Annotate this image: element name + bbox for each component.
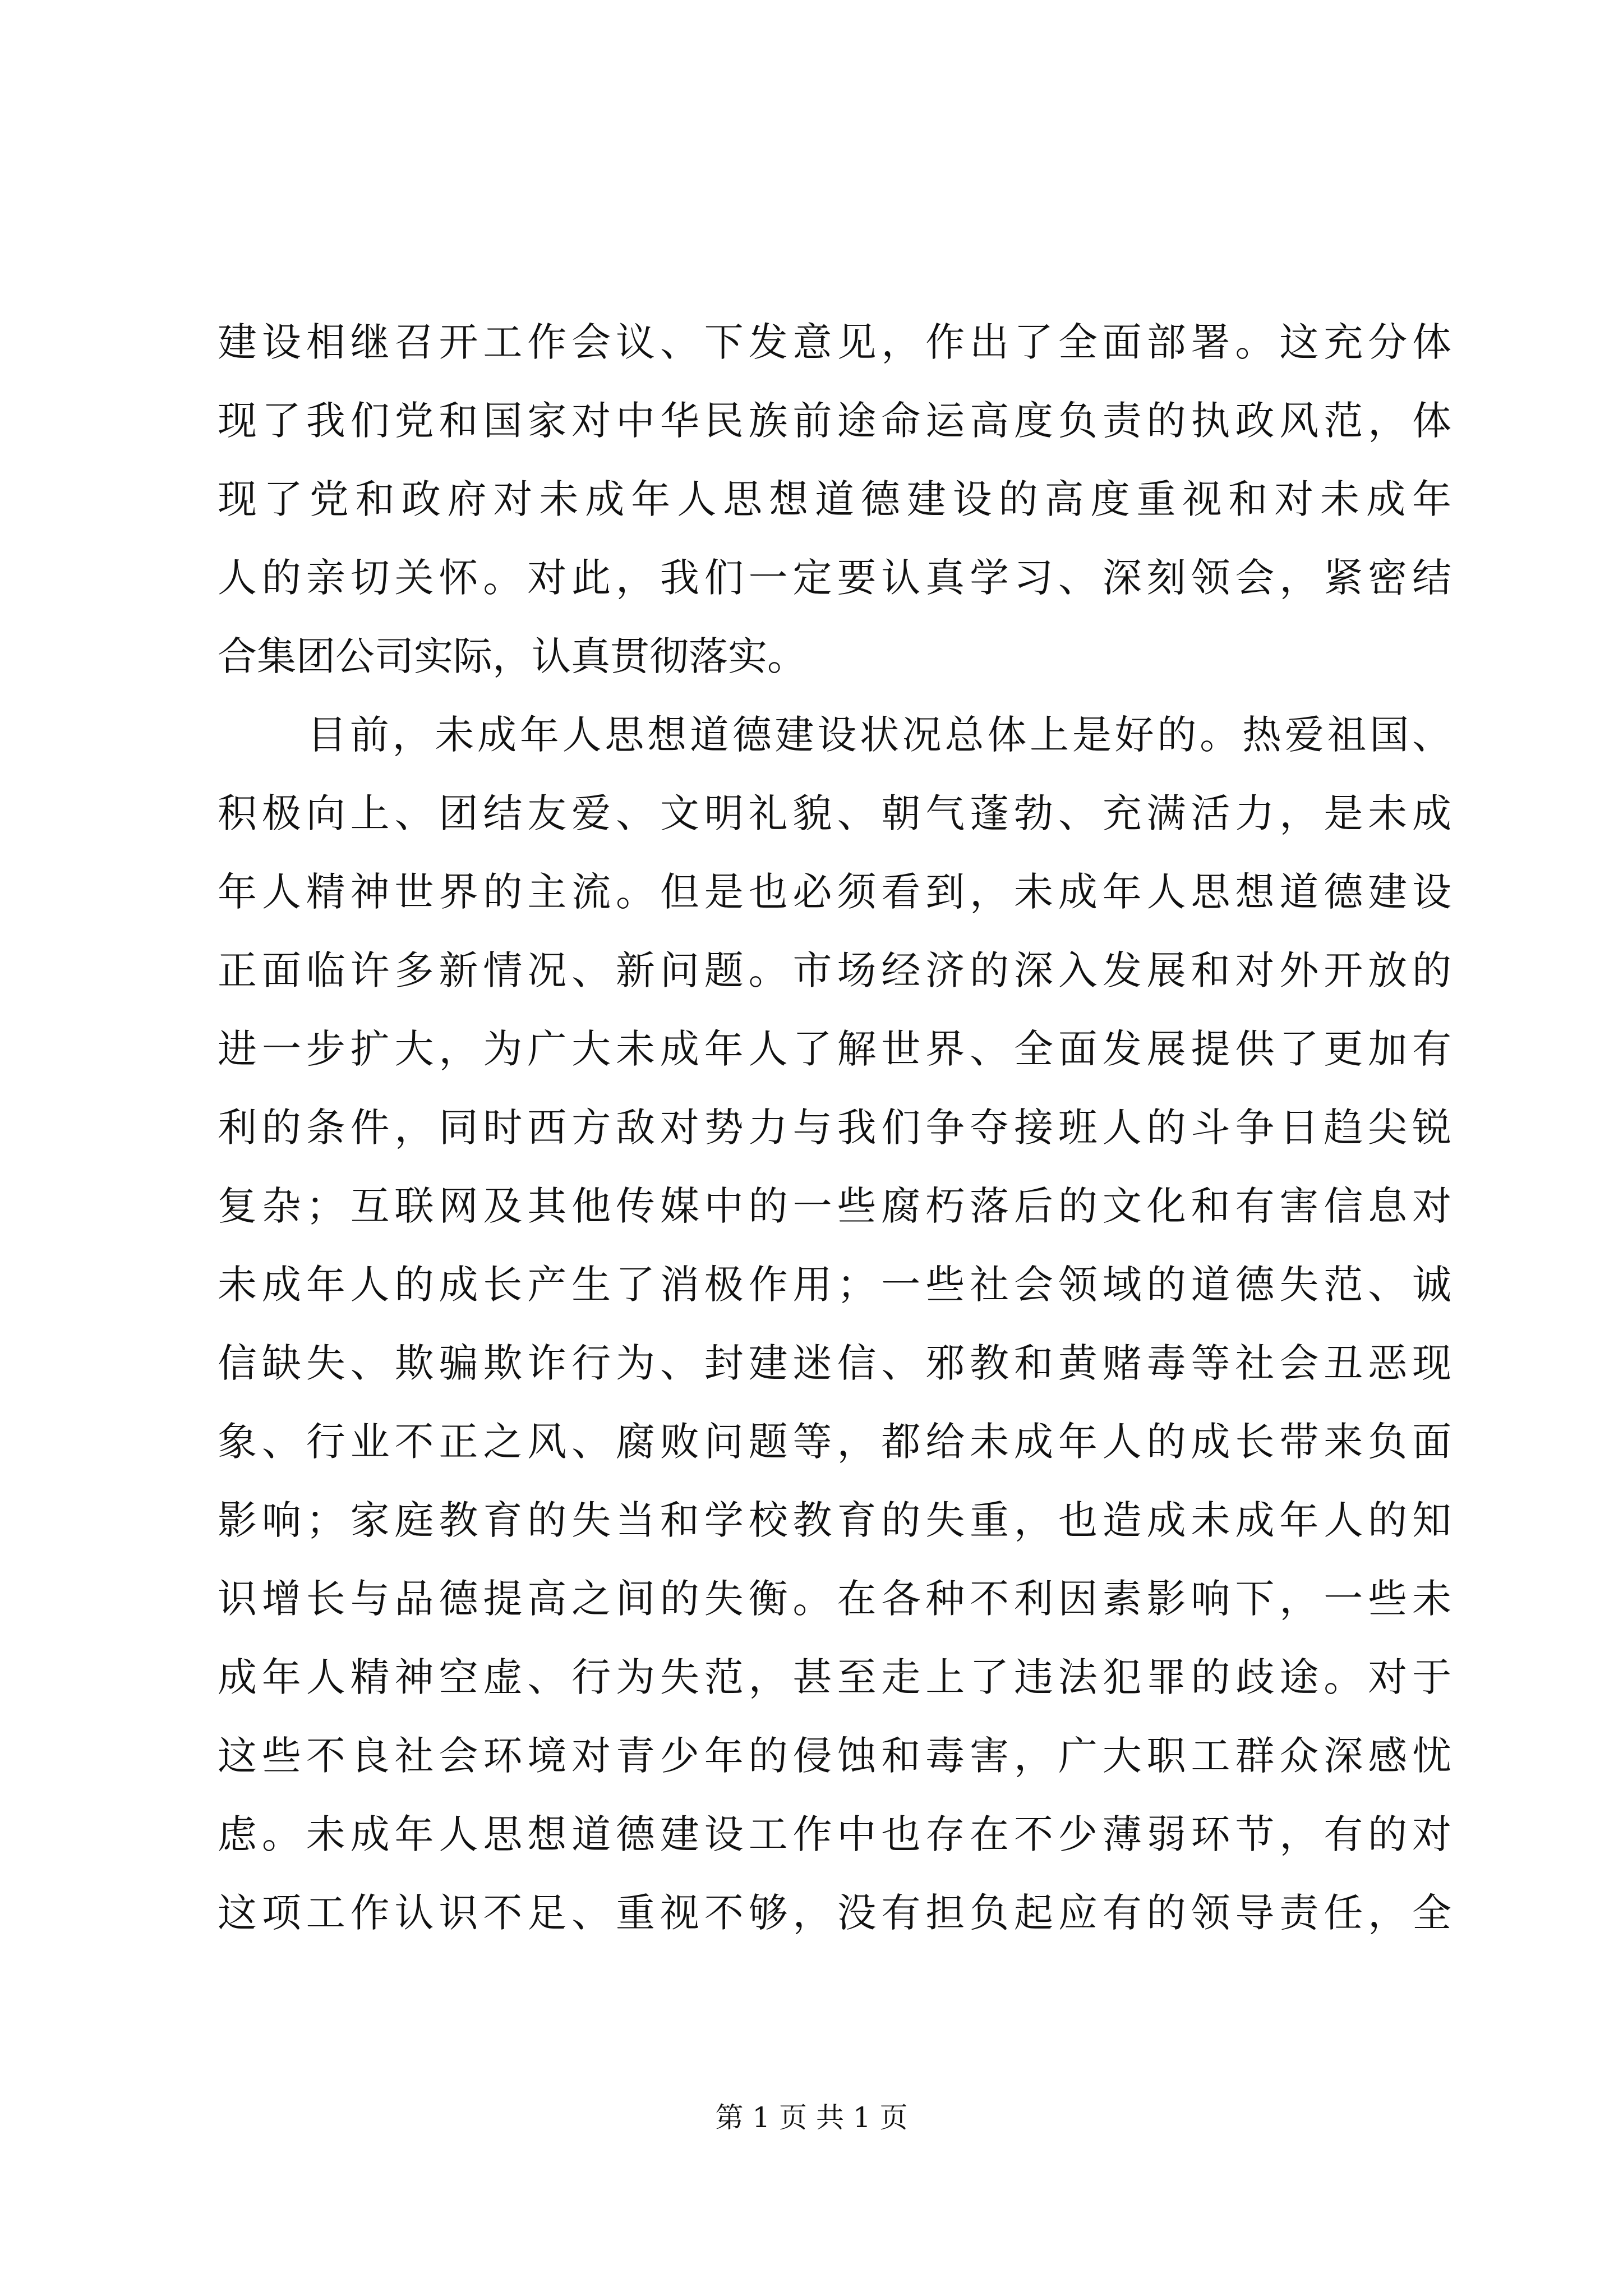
paragraph-line: 信缺失、欺骗欺诈行为、封建迷信、邪教和黄赌毒等社会丑恶现	[218, 1340, 1451, 1386]
paragraph-line: 现了我们党和国家对中华民族前途命运高度负责的执政风范，体	[218, 398, 1451, 444]
paragraph-line: 积极向上、团结友爱、文明礼貌、朝气蓬勃、充满活力，是未成	[218, 790, 1451, 836]
paragraph-line: 识增长与品德提高之间的失衡。在各种不利因素影响下，一些未	[218, 1576, 1451, 1622]
paragraph-line: 未成年人的成长产生了消极作用；一些社会领域的道德失范、诚	[218, 1262, 1451, 1308]
paragraph-line: 利的条件，同时西方敌对势力与我们争夺接班人的斗争日趋尖锐	[218, 1105, 1451, 1151]
paragraph-line: 象、行业不正之风、腐败问题等，都给未成年人的成长带来负面	[218, 1419, 1451, 1465]
paragraph-line: 建设相继召开工作会议、下发意见，作出了全面部署。这充分体	[218, 319, 1451, 365]
paragraph-line: 进一步扩大，为广大未成年人了解世界、全面发展提供了更加有	[218, 1026, 1451, 1072]
paragraph-line: 人的亲切关怀。对此，我们一定要认真学习、深刻领会，紧密结	[218, 555, 1451, 601]
paragraph-line: 正面临许多新情况、新问题。市场经济的深入发展和对外开放的	[218, 947, 1451, 993]
paragraph-line: 影响；家庭教育的失当和学校教育的失重，也造成未成年人的知	[218, 1497, 1451, 1543]
paragraph-line: 虑。未成年人思想道德建设工作中也存在不少薄弱环节，有的对	[218, 1811, 1451, 1857]
paragraph-line: 年人精神世界的主流。但是也必须看到，未成年人思想道德建设	[218, 869, 1451, 915]
paragraph-line: 成年人精神空虚、行为失范，甚至走上了违法犯罪的歧途。对于	[218, 1654, 1451, 1700]
page-footer: 第 1 页 共 1 页	[715, 2101, 908, 2134]
paragraph-line: 这些不良社会环境对青少年的侵蚀和毒害，广大职工群众深感忧	[218, 1733, 1451, 1779]
paragraph-line: 复杂；互联网及其他传媒中的一些腐朽落后的文化和有害信息对	[218, 1183, 1451, 1229]
paragraph-line: 这项工作认识不足、重视不够，没有担负起应有的领导责任，全	[218, 1890, 1451, 1936]
paragraph-first-line: 目前，未成年人思想道德建设状况总体上是好的。热爱祖国、	[307, 712, 1451, 758]
paragraph-line: 合集团公司实际，认真贯彻落实。	[218, 633, 806, 679]
paragraph-line: 现了党和政府对未成年人思想道德建设的高度重视和对未成年	[218, 476, 1451, 522]
